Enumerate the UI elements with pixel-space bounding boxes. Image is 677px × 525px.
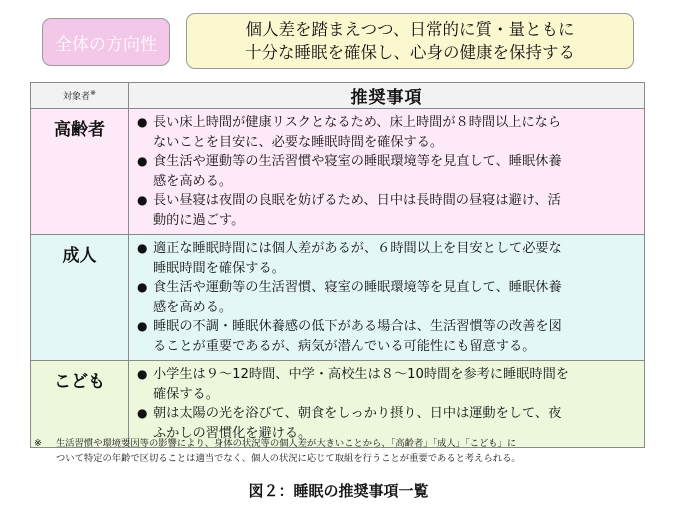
figure-caption: 図２：睡眠の推奨事項一覧 bbox=[248, 482, 429, 500]
bullet-icon: ● bbox=[137, 115, 148, 129]
bullet-icon: ● bbox=[137, 367, 148, 381]
recommendations-elderly bbox=[129, 109, 645, 235]
direction-statement-line-2: 十分な睡眠を確保し、心身の健康を保持する bbox=[245, 43, 575, 62]
header-recommendation: 推奨事項 bbox=[129, 83, 645, 109]
bullet-icon: ● bbox=[137, 280, 148, 294]
footnote-line-1: 生活習慣や環境要因等の影響により、身体の状況等の個人差が大きいことから、「高齢者」「成人」「こども」に bbox=[56, 438, 517, 449]
list-item: ● 長い昼寝は夜間の良眠を妨げるため、日中は長時間の昼寝は避け、活 動的に過ごす。 bbox=[137, 193, 561, 228]
table-row-child bbox=[31, 361, 645, 448]
list-item: ● 食生活や運動等の生活習慣や寝室の睡眠環境等を見直して、睡眠休養 感を高める。 bbox=[137, 154, 562, 189]
target-elderly: 高齢者 bbox=[31, 109, 129, 235]
direction-label bbox=[42, 18, 170, 66]
footnote-mark: ※ bbox=[34, 438, 42, 449]
header-target-mark: ※ bbox=[90, 89, 96, 97]
direction-label-text: 全体の方向性 bbox=[55, 34, 157, 55]
direction-statement-line-1: 個人差を踏まえつつ、日常的に質・量ともに bbox=[245, 20, 575, 39]
footnote-line-2: ついて特定の年齢で区切ることは適当でなく、個人の状況に応じて取組を行うことが重要であると考えられる。 bbox=[56, 453, 521, 464]
recommendation-table bbox=[30, 82, 645, 448]
direction-statement bbox=[186, 13, 634, 69]
bullet-icon: ● bbox=[137, 193, 148, 207]
table-row-elderly bbox=[31, 109, 645, 235]
bullet-icon: ● bbox=[137, 241, 148, 255]
list-item: ● 適正な睡眠時間には個人差があるが、６時間以上を目安として必要な 睡眠時間を確保する。 bbox=[137, 241, 562, 276]
table-row-adult bbox=[31, 235, 645, 361]
bullet-icon: ● bbox=[137, 406, 148, 420]
table-header-row bbox=[31, 83, 645, 109]
recommendations-adult bbox=[129, 235, 645, 361]
header-target bbox=[31, 83, 129, 109]
header-target-text: 対象者 bbox=[63, 92, 91, 102]
list-item: ● 朝は太陽の光を浴びて、朝食をしっかり摂り、日中は運動をして、夜 ふかしの習慣化を避ける。 bbox=[137, 406, 562, 441]
bullet-icon: ● bbox=[137, 154, 148, 168]
list-item: ● 小学生は９～12時間、中学・高校生は８～10時間を参考に睡眠時間を 確保する。 bbox=[137, 367, 569, 402]
list-item: ● 睡眠の不調・睡眠休養感の低下がある場合は、生活習慣等の改善を図 ることが重要であるが、病気が潜んでいる可能性にも留意する。 bbox=[137, 319, 562, 354]
target-child: こども bbox=[31, 361, 129, 448]
list-item: ● 食生活や運動等の生活習慣、寝室の睡眠環境等を見直して、睡眠休養 感を高める。 bbox=[137, 280, 562, 315]
footnote bbox=[34, 436, 649, 466]
recommendations-child bbox=[129, 361, 645, 448]
bullet-icon: ● bbox=[137, 319, 148, 333]
target-adult: 成人 bbox=[31, 235, 129, 361]
list-item: ● 長い床上時間が健康リスクとなるため、床上時間が８時間以上になら ないことを目安に、必要な睡眠時間を確保する。 bbox=[137, 115, 562, 150]
